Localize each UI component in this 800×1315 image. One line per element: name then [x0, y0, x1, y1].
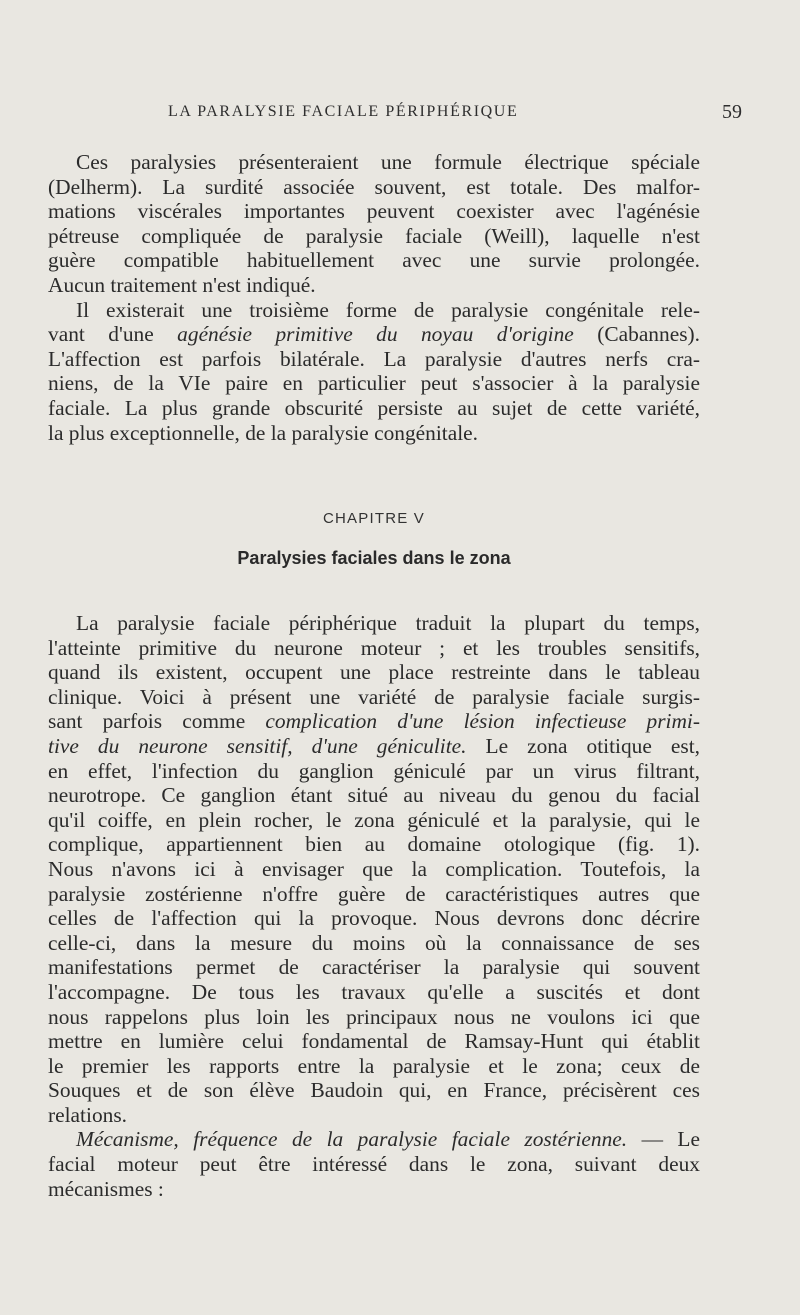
text-line: relations.	[48, 1102, 128, 1127]
text-run: Le zona otitique est,	[466, 733, 700, 758]
italic-run: complication d'une lésion infectieuse primi-	[265, 709, 700, 734]
text-line: celle-ci, dans la mesure du moins où la connaissance de ses	[48, 930, 700, 955]
text-line: clinique. Voici à présent une variété de paralysie faciale surgis-	[48, 684, 700, 709]
text-line: neurotrope. Ce ganglion étant situé au niveau du genou du facial	[48, 783, 700, 808]
text-line: quand ils existent, occupent une place restreinte dans le tableau	[48, 660, 700, 685]
text-line: facial moteur peut être intéressé dans le zona, suivant deux	[48, 1152, 700, 1177]
text-line: La paralysie faciale périphérique traduit la plupart du temps,	[76, 611, 700, 635]
text-line: faciale. La plus grande obscurité persiste au sujet de cette variété,	[48, 395, 700, 420]
text-line	[48, 734, 700, 759]
text-line: (Delherm). La surdité associée souvent, est totale. Des malfor-	[48, 174, 700, 199]
text-line	[48, 709, 700, 734]
text-line: l'atteinte primitive du neurone moteur ; et les troubles sensitifs,	[48, 635, 700, 660]
text-line: nous rappelons plus loin les principaux nous ne voulons ici que	[48, 1004, 700, 1029]
italic-run: agénésie primitive du noyau d'origine	[177, 322, 574, 347]
text-line: Nous n'avons ici à envisager que la complication. Toutefois, la	[48, 856, 700, 881]
text-line: manifestations permet de caractériser la paralysie qui souvent	[48, 955, 700, 980]
text-line: Ces paralysies présenteraient une formule électrique spéciale	[76, 150, 700, 174]
text-line: L'affection est parfois bilatérale. La paralysie d'autres nerfs cra-	[48, 346, 700, 371]
text-line: Aucun traitement n'est indiqué.	[48, 272, 316, 297]
chapter-label: CHAPITRE V	[322, 510, 425, 527]
text-block-upper	[48, 150, 700, 445]
section-title: Paralysies faciales dans le zona	[237, 548, 511, 568]
text-line: mations viscérales importantes peuvent coexister avec l'agénésie	[48, 199, 700, 224]
running-head: LA PARALYSIE FACIALE PÉRIPHÉRIQUE	[168, 103, 519, 120]
text-line: complique, appartiennent bien au domaine otologique (fig. 1).	[48, 832, 700, 857]
page-number: 59	[722, 101, 742, 123]
text-run: vant d'une	[48, 322, 178, 347]
italic-run: tive du neurone sensitif, d'une géniculite.	[48, 733, 467, 758]
text-run: sant parfois comme	[48, 709, 266, 734]
text-line: qu'il coiffe, en plein rocher, le zona géniculé et la paralysie, qui le	[48, 807, 700, 832]
text-line: niens, de la VIe paire en particulier peut s'associer à la paralysie	[48, 371, 700, 396]
text-run: (Cabannes).	[573, 322, 700, 347]
paragraph-3	[48, 611, 700, 1127]
paragraph-1	[48, 150, 700, 298]
text-line: pétreuse compliquée de paralysie faciale (Weill), laquelle n'est	[48, 223, 700, 248]
page-header	[48, 103, 748, 129]
text-line: la plus exceptionnelle, de la paralysie congénitale.	[48, 420, 479, 445]
text-line: celles de l'affection qui la provoque. Nous devrons donc décrire	[48, 906, 700, 931]
text-line: guère compatible habituellement avec une survie prolongée.	[48, 248, 700, 273]
paragraph-4	[48, 1127, 700, 1201]
text-run: — Le	[627, 1127, 700, 1152]
text-line: paralysie zostérienne n'offre guère de caractéristiques autres que	[48, 881, 700, 906]
text-line: mécanismes :	[48, 1176, 164, 1201]
paragraph-2	[48, 298, 700, 446]
text-line: Il existerait une troisième forme de paralysie congénitale rele-	[76, 297, 700, 322]
text-line: mettre en lumière celui fondamental de Ramsay-Hunt qui établit	[48, 1029, 700, 1054]
text-line	[48, 1127, 700, 1152]
text-line	[48, 322, 700, 347]
text-line: Souques et de son élève Baudoin qui, en France, précisèrent ces	[48, 1078, 700, 1103]
text-line: le premier les rapports entre la paralysie et le zona; ceux de	[48, 1053, 700, 1078]
italic-run: Mécanisme, fréquence de la paralysie faciale zostérienne.	[76, 1127, 628, 1152]
text-line: en effet, l'infection du ganglion géniculé par un virus filtrant,	[48, 758, 700, 783]
text-block-lower	[48, 611, 700, 1201]
text-line: l'accompagne. De tous les travaux qu'elle a suscités et dont	[48, 979, 700, 1004]
